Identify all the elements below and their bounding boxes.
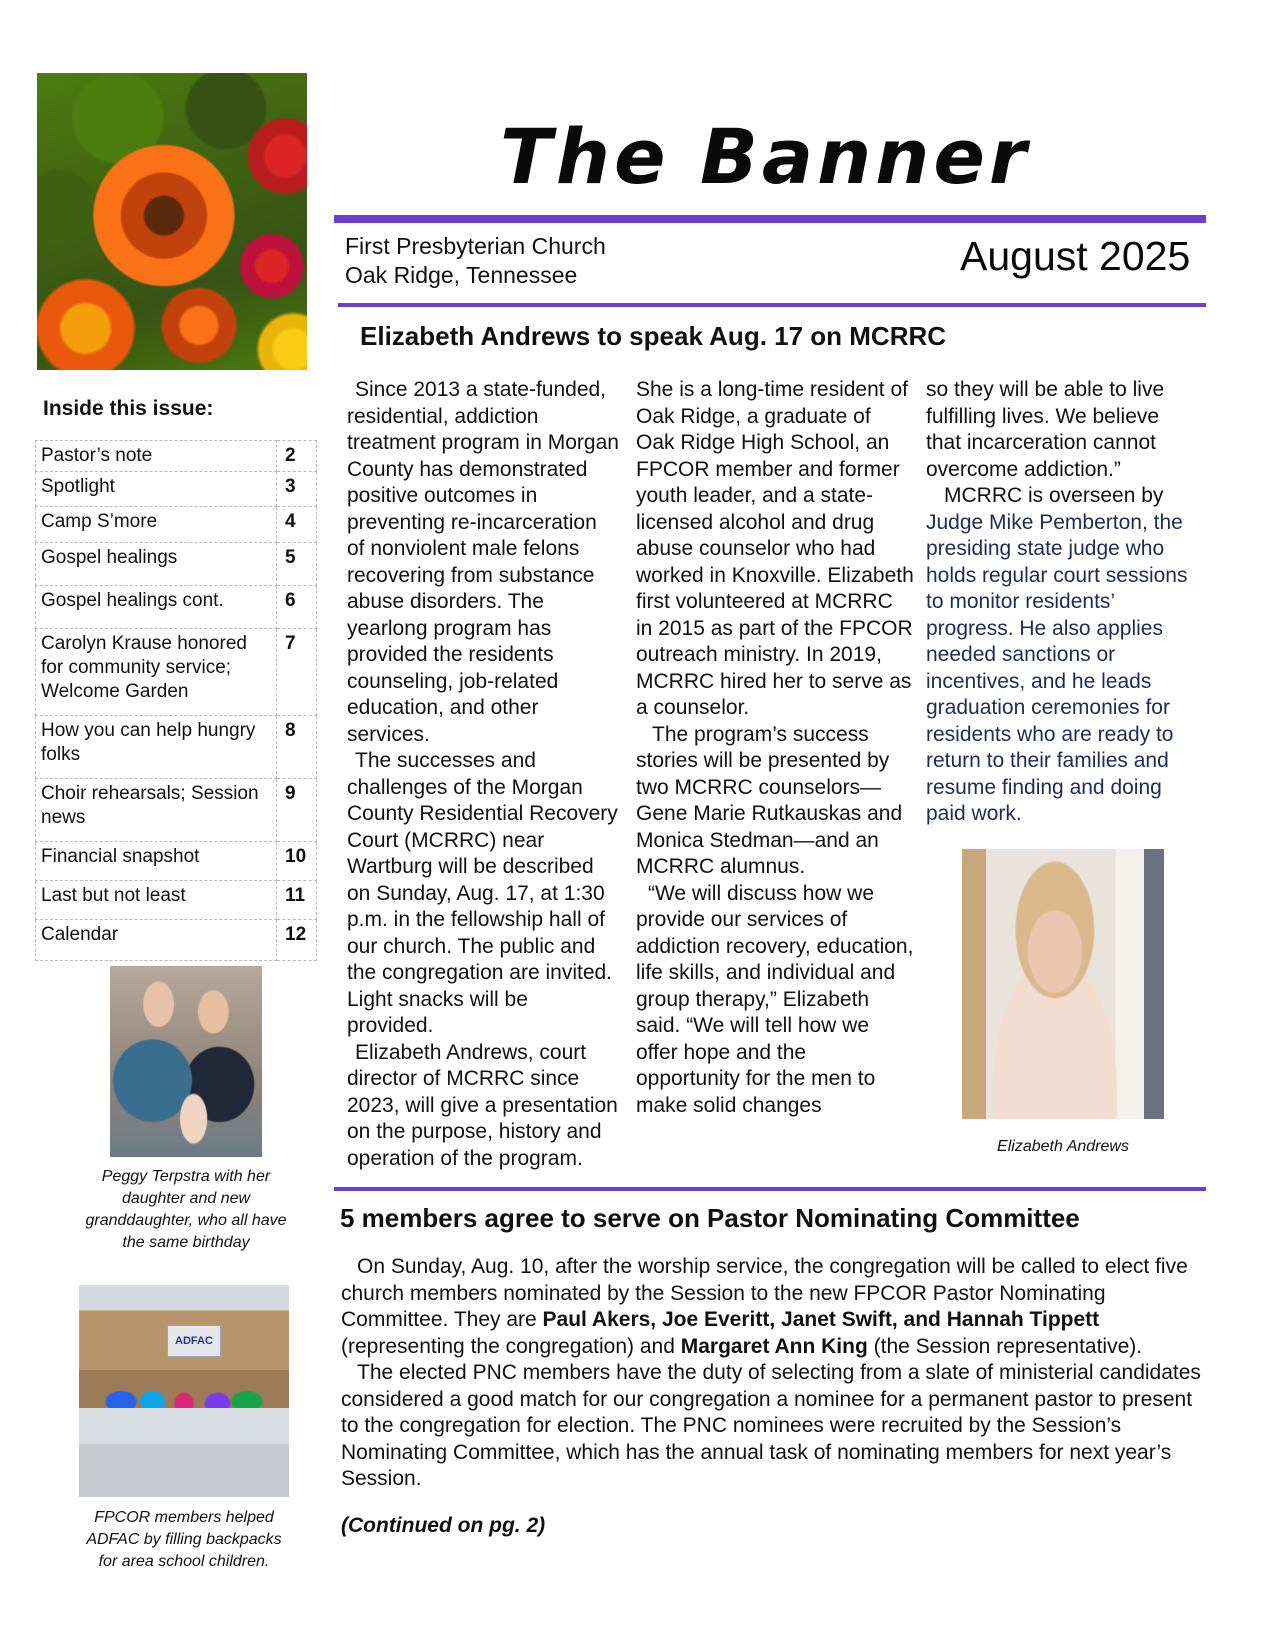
toc-title: Spotlight <box>36 472 277 507</box>
toc-title: Financial snapshot <box>36 842 277 881</box>
elizabeth-photo-caption: Elizabeth Andrews <box>997 1138 1129 1155</box>
article-text: MCRRC is overseen by <box>944 484 1164 507</box>
article-paragraph: Elizabeth Andrews, court director of MCRRC since 2023, will give a presentation on the purpose, history and operation of the program. <box>347 1040 618 1170</box>
article-headline: Elizabeth Andrews to speak Aug. 17 on MCRRC <box>360 321 947 351</box>
toc-row[interactable] <box>36 441 317 472</box>
article-paragraph: The elected PNC members have the duty of selecting from a slate of ministerial candidates considered a good match for our congregation a nominee for a permanent pastor to present to the congregation for election. The PNC nominees were recruited by the Session’s Nominating Committee, which has the annual task of nominating members for next year’s Session. <box>341 1361 1201 1490</box>
toc-row[interactable] <box>36 472 317 507</box>
judge-reference: Judge Mike Pemberton, the presiding state judge who holds regular court sessions to monitor residents’ progress. He also applies needed sanctions or incentives, and he leads graduation ceremonies for residents who are ready to return to their families and resume finding and doing paid work. <box>926 510 1188 825</box>
toc-page: 12 <box>277 920 317 961</box>
toc-title: Calendar <box>36 920 277 961</box>
toc-page: 5 <box>277 543 317 586</box>
toc-row[interactable] <box>36 629 317 716</box>
article-paragraph: The successes and challenges of the Morgan County Residential Recovery Court (MCRRC) near Wartburg will be described on Sunday, Aug. 17, at 1:30 p.m. in the fellowship hall of our church. The public and the congregation are invited. Light snacks will be provided. <box>347 749 618 1037</box>
toc-page: 2 <box>277 441 317 472</box>
toc-row[interactable] <box>36 881 317 920</box>
issue-date: August 2025 <box>960 233 1191 279</box>
article-paragraph: The program’s success stories will be presented by two MCRRC counselors—Gene Marie Rutkauskas and Monica Stedman—and an MCRRC alumnus. <box>636 722 903 878</box>
toc-title: Choir rehearsals; Session news <box>36 779 277 842</box>
session-representative-name: Margaret Ann King <box>680 1334 868 1358</box>
article-column-3 <box>926 377 1198 828</box>
article-paragraph: “We will discuss how we provide our services of addiction recovery, education, life skills, and individual and group therapy,” Elizabeth said. “We will tell how we offer hope and the opportunity for the men to make solid changes <box>636 881 914 1117</box>
toc-page: 9 <box>277 779 317 842</box>
article-paragraph: She is a long-time resident of Oak Ridge, a graduate of Oak Ridge High School, an FPCOR member and former youth leader, and a state-licensed alcohol and drug abuse counselor who had worked in Knoxville. Elizabeth first volunteered at MCRRC in 2015 as part of the FPCOR outreach ministry. In 2019, MCRRC hired her to serve as a counselor. <box>636 378 914 719</box>
flower-photo <box>37 73 307 370</box>
article-column-2 <box>636 377 914 1119</box>
toc-page: 4 <box>277 507 317 543</box>
toc-page: 6 <box>277 586 317 629</box>
adfac-photo <box>79 1285 289 1497</box>
toc-row[interactable] <box>36 779 317 842</box>
toc-title: How you can help hungry folks <box>36 716 277 779</box>
masthead-rule-top <box>334 215 1206 223</box>
article-paragraph: so they will be able to live fulfilling lives. We believe that incarceration cannot overcome addiction.” <box>926 378 1165 481</box>
church-line-2: Oak Ridge, Tennessee <box>345 262 578 288</box>
article-text: On Sunday, Aug. 10, after the worship service, the congregation will be called to elect five church members nominated by the Session to the new FPCOR Pastor Nominating Committee. They are <box>341 1255 1188 1331</box>
adfac-sign: ADFAC <box>167 1325 221 1357</box>
toc-row[interactable] <box>36 507 317 543</box>
article-body <box>341 1254 1211 1493</box>
newsletter-title: The Banner <box>500 112 1031 201</box>
toc-row[interactable] <box>36 842 317 881</box>
toc-page: 8 <box>277 716 317 779</box>
article-text: (representing the congregation) and <box>341 1334 681 1358</box>
article-paragraph <box>926 483 1198 828</box>
article-text: (the Session representative). <box>867 1334 1143 1358</box>
toc-title: Camp S’more <box>36 507 277 543</box>
toc-page: 11 <box>277 881 317 920</box>
family-photo <box>110 966 262 1157</box>
elizabeth-andrews-photo <box>962 849 1164 1119</box>
toc-page: 7 <box>277 629 317 716</box>
article-paragraph <box>341 1254 1211 1360</box>
toc-row[interactable] <box>36 586 317 629</box>
toc-page: 10 <box>277 842 317 881</box>
article-column-1 <box>347 377 619 1172</box>
church-line-1: First Presbyterian Church <box>345 233 606 259</box>
member-names: Paul Akers, Joe Everitt, Janet Swift, and Hannah Tippett <box>542 1308 1100 1331</box>
article-paragraph: Since 2013 a state-funded, residential, addiction treatment program in Morgan County has demonstrated positive outcomes in preventing re-incarceration of nonviolent male felons recovering from substance abuse disorders. The yearlong program has provided the residents counseling, job-related education, and other services. <box>347 378 619 746</box>
section-rule <box>334 1187 1206 1191</box>
toc-title: Last but not least <box>36 881 277 920</box>
adfac-photo-caption: FPCOR members helped ADFAC by filling backpacks for area school children. <box>86 1509 282 1570</box>
inside-this-issue-heading: Inside this issue: <box>43 397 214 420</box>
table-of-contents <box>35 440 317 961</box>
church-name <box>345 232 606 290</box>
masthead-rule-bottom <box>338 303 1206 307</box>
toc-row[interactable] <box>36 716 317 779</box>
toc-title: Gospel healings cont. <box>36 586 277 629</box>
family-photo-caption: Peggy Terpstra with her daughter and new granddaughter, who all have the same birthday <box>85 1168 287 1251</box>
article-headline: 5 members agree to serve on Pastor Nominating Committee <box>340 1203 1080 1233</box>
continued-link[interactable]: (Continued on pg. 2) <box>341 1514 546 1537</box>
toc-title: Gospel healings <box>36 543 277 586</box>
toc-title: Carolyn Krause honored for community service; Welcome Garden <box>36 629 277 716</box>
toc-row[interactable] <box>36 920 317 961</box>
toc-page: 3 <box>277 472 317 507</box>
toc-title: Pastor’s note <box>36 441 277 472</box>
toc-row[interactable] <box>36 543 317 586</box>
